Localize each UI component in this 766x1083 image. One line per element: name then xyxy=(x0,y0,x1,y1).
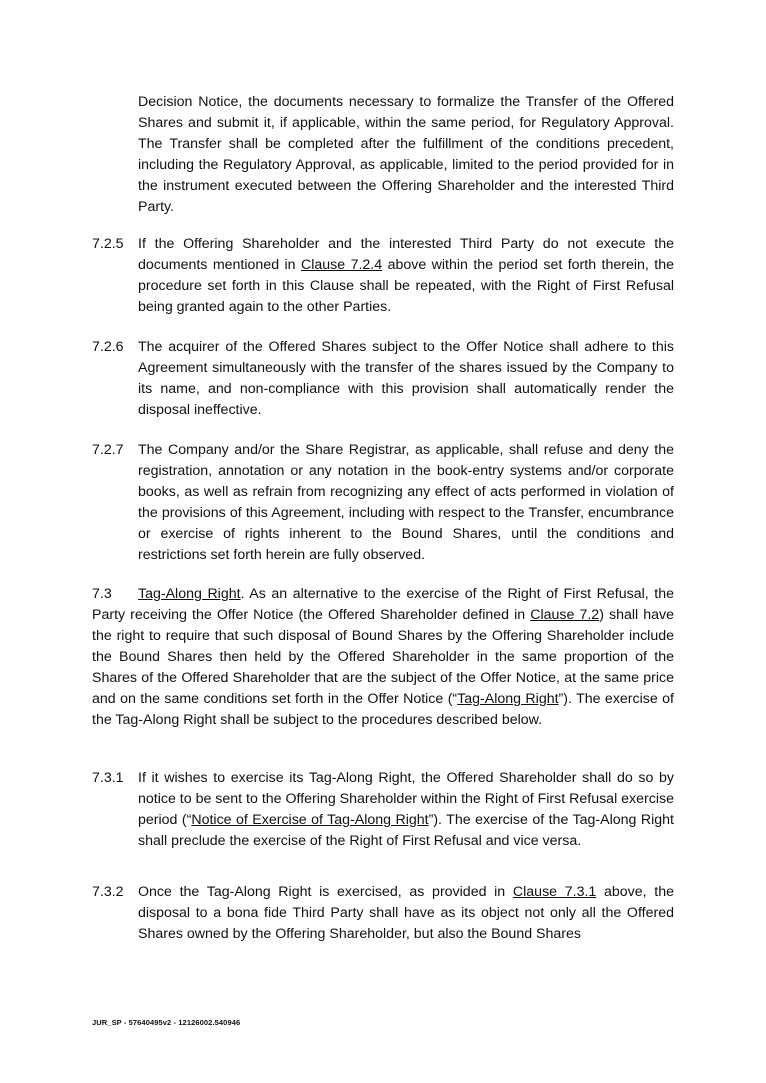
continuation-paragraph: Decision Notice, the documents necessary to formalize the Transfer of the Offered Shares and submit it, if applicable, within the same period, for Regulatory Approval. The Transfer shall be completed after the fulfillment of the conditions precedent, including the Regulatory Approval, as applicable, limited to the period provided for in the instrument executed between the Offering Shareholder and the interested Third Party. xyxy=(138,94,674,215)
notice-of-exercise-defined-term: Notice of Exercise of Tag-Along Right xyxy=(191,812,429,828)
clause-7-2-5-number: 7.2.5 xyxy=(92,236,124,252)
clause-7-3: 7.3 Tag-Along Right. As an alternative to the exercise of the Right of First Refusal, the Party receiving the Offer Notice (the Offered Shareholder defined in Clause 7.2) shall have the right to require that such disposal of Bound Shares by the Offering Shareholder include the Bound Shares then held by the Offered Shareholder in the same proportion of the Shares of the Offered Shareholder that are the subject of the Offer Notice, at the same price and on the same conditions set forth in the Offer Notice (“Tag-Along Right”). The exercise of the Tag-Along Right shall be subject to the procedures described below. xyxy=(92,586,674,728)
clause-7-2-7-number: 7.2.7 xyxy=(92,442,124,458)
footer-doc-id: JUR_SP - 57640495v2 - 12126002.540946 xyxy=(92,1018,241,1027)
clause-7-2-6: The acquirer of the Offered Shares subject to the Offer Notice shall adhere to this Agreement simultaneously with the transfer of the shares issued by the Company to its name, and non-compliance with this provision shall automatically render the disposal ineffective. xyxy=(138,339,674,418)
clause-7-3-number: 7.3 xyxy=(92,586,112,602)
clause-7-2-4-ref: Clause 7.2.4 xyxy=(300,257,383,273)
clause-7-2-ref: Clause 7.2 xyxy=(530,607,600,623)
clause-7-3-2-number: 7.3.2 xyxy=(92,884,124,900)
clause-7-3-1-number: 7.3.1 xyxy=(92,770,124,786)
clause-7-2-6-number: 7.2.6 xyxy=(92,339,124,355)
clause-7-3-2: Once the Tag-Along Right is exercised, as provided in Clause 7.3.1 above, the disposal to a bona fide Third Party shall have as its object not only all the Offered Shares owned by the Offering Shareholder, but also the Bound Shares xyxy=(138,884,674,942)
clause-7-3-1: If it wishes to exercise its Tag-Along Right, the Offered Shareholder shall do so by notice to be sent to the Offering Shareholder within the Right of First Refusal exercise period (“Notice of Exercise of Tag-Along Right”). The exercise of the Tag-Along Right shall preclude the exercise of the Right of First Refusal and vice versa. xyxy=(138,770,674,849)
tag-along-heading: Tag-Along Right xyxy=(138,586,241,602)
clause-7-3-1-ref: Clause 7.3.1 xyxy=(512,884,597,900)
tag-along-defined-term: Tag-Along Right xyxy=(457,691,559,707)
clause-7-2-7: The Company and/or the Share Registrar, as applicable, shall refuse and deny the registration, annotation or any notation in the book-entry systems and/or corporate books, as well as refrain from recognizing any effect of acts performed in violation of the provisions of this Agreement, including with respect to the Transfer, encumbrance or exercise of rights inherent to the Bound Shares, until the conditions and restrictions set forth herein are fully observed. xyxy=(138,442,674,563)
clause-7-2-5: If the Offering Shareholder and the interested Third Party do not execute the documents mentioned in Clause 7.2.4 above within the period set forth therein, the procedure set forth in this Clause shall be repeated, with the Right of First Refusal being granted again to the other Parties. xyxy=(138,236,674,315)
